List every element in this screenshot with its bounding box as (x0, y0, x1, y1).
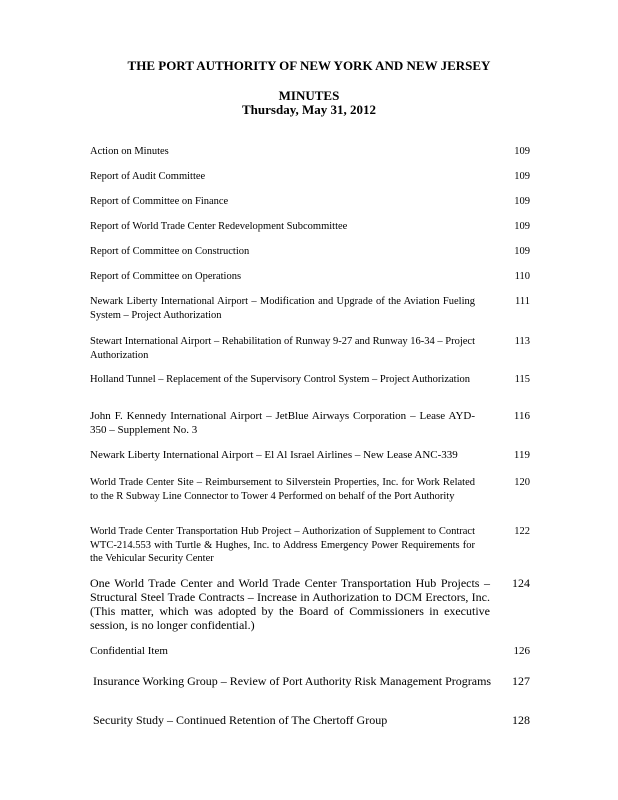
toc-entry (90, 220, 530, 234)
entry-page: 109 (514, 221, 530, 232)
toc-entry (90, 476, 530, 503)
toc-entry (90, 145, 530, 159)
entry-page: 124 (512, 576, 530, 590)
toc-entry (90, 170, 530, 184)
entry-title: World Trade Center Site – Reimbursement to Silverstein Properties, Inc. for Work Related to the R Subway Line Connector to Tower 4 Performed on behalf of the Port Authority (90, 477, 475, 502)
entry-page: 116 (513, 410, 530, 422)
entry-title: Newark Liberty International Airport – El Al Israel Airlines – New Lease ANC-339 (90, 449, 458, 461)
toc-entry (90, 525, 530, 566)
toc-entry (90, 245, 530, 259)
entry-title: Report of Audit Committee (90, 171, 206, 182)
entry-title: Action on Minutes (90, 146, 169, 157)
toc-entry (90, 295, 530, 322)
entry-page: 127 (512, 674, 530, 688)
toc-entry (90, 270, 530, 284)
entry-title: Report of Committee on Finance (90, 196, 229, 207)
entry-title: World Trade Center Transportation Hub Project – Authorization of Supplement to Contract WTC-214.553 with Turtle & Hughes, Inc. to Address Emergency Power Requirements for the Vehicular Security Center (90, 526, 475, 564)
entry-page: 119 (513, 449, 530, 461)
toc-entry (90, 195, 530, 209)
entry-page: 109 (514, 246, 530, 257)
toc-entry (93, 674, 530, 688)
entry-page: 109 (514, 196, 530, 207)
toc-entry (90, 645, 530, 659)
entry-title: Confidential Item (90, 645, 168, 657)
toc-entry (90, 373, 530, 387)
meeting-date: Thursday, May 31, 2012 (242, 102, 376, 117)
toc-entry (93, 713, 530, 727)
toc-entry (90, 576, 530, 632)
entry-title: John F. Kennedy International Airport – JetBlue Airways Corporation – Lease AYD-350 – Supplement No. 3 (90, 410, 475, 436)
entry-page: 115 (514, 374, 530, 385)
entry-page: 122 (514, 526, 530, 537)
entry-title: Holland Tunnel – Replacement of the Supervisory Control System – Project Authorization (90, 374, 470, 385)
entry-page: 126 (513, 645, 530, 657)
organization-title: THE PORT AUTHORITY OF NEW YORK AND NEW JERSEY (127, 58, 491, 73)
entry-title: Newark Liberty International Airport – Modification and Upgrade of the Aviation Fueling System – Project Authorization (90, 296, 475, 321)
toc-entry (90, 449, 530, 463)
entry-title: Security Study – Continued Retention of The Chertoff Group (93, 713, 388, 727)
entry-title: Report of Committee on Operations (90, 271, 242, 282)
entry-page: 109 (514, 171, 530, 182)
entry-title: Report of Committee on Construction (90, 246, 250, 257)
entry-page: 128 (512, 713, 530, 727)
entry-page: 111 (515, 296, 530, 307)
entry-page: 110 (514, 271, 530, 282)
toc-entry (90, 410, 530, 437)
entry-title: One World Trade Center and World Trade Center Transportation Hub Projects – Structural Steel Trade Contracts – Increase in Authorization to DCM Erectors, Inc. (This matter, which was adopted by the Board of Commissioners in executive session, is no longer confidential.) (90, 576, 490, 632)
entry-title: Report of World Trade Center Redevelopment Subcommittee (90, 221, 348, 232)
document-title: MINUTES (278, 88, 340, 103)
entry-title: Stewart International Airport – Rehabilitation of Runway 9-27 and Runway 16-34 – Project Authorization (90, 336, 475, 361)
toc-entry (90, 335, 530, 362)
entry-page: 109 (514, 146, 530, 157)
entry-title: Insurance Working Group – Review of Port Authority Risk Management Programs (93, 674, 492, 688)
entry-page: 120 (514, 477, 530, 488)
entry-page: 113 (514, 336, 530, 347)
